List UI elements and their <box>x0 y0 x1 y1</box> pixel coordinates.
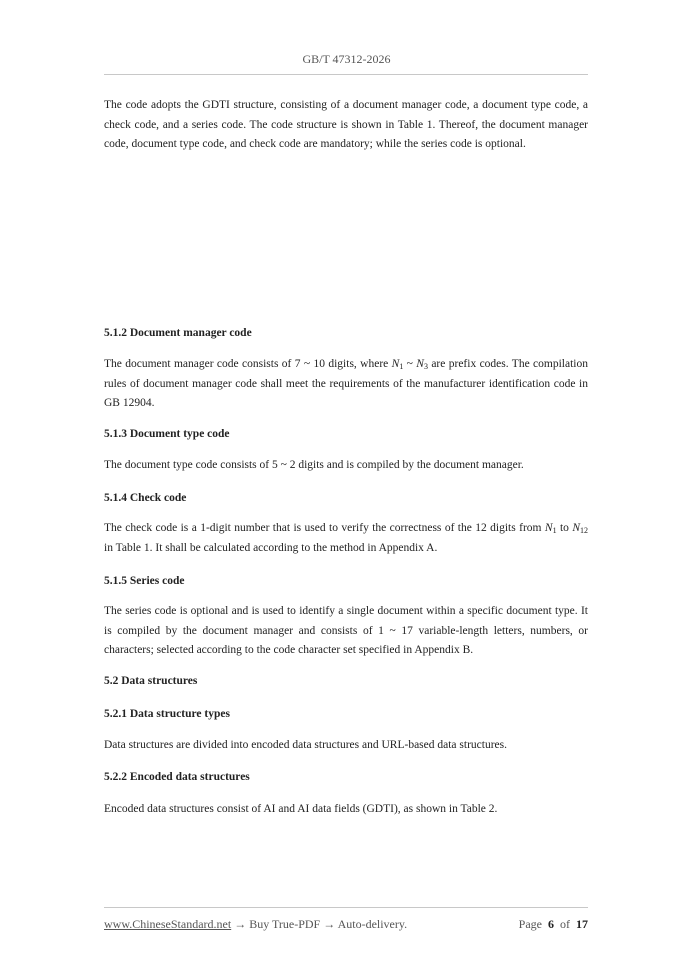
section-heading: 5.2 Data structures <box>104 675 198 687</box>
section-5-2-2 <box>104 769 588 785</box>
section-5-1-5-body <box>104 602 588 661</box>
section-heading: 5.2.2 Encoded data structures <box>104 771 250 783</box>
section-5-2-1-body <box>104 736 588 756</box>
section-5-2 <box>104 673 588 689</box>
section-heading: 5.2.1 Data structure types <box>104 708 230 720</box>
header-divider <box>104 74 588 75</box>
section-5-1-3 <box>104 426 588 442</box>
page-indicator <box>519 917 588 932</box>
section-paragraph: The document type code consists of 5 ~ 2 digits and is compiled by the document manager. <box>104 459 524 471</box>
section-5-1-2 <box>104 325 588 341</box>
variable-n: N <box>391 358 400 370</box>
section-5-1-5 <box>104 573 588 589</box>
section-heading: 5.1.5 Series code <box>104 575 185 587</box>
text-run: The document manager code consists of 7 ~ 10 digits, where <box>104 358 392 370</box>
variable-n: N <box>544 522 553 534</box>
purchase-link-text[interactable]: → Buy True-PDF → Auto-delivery. <box>231 917 408 931</box>
section-heading: 5.1.3 Document type code <box>104 428 230 440</box>
section-paragraph: The series code is optional and is used to identify a single document within a specific document type. It is compiled by the document manager and consists of 1 ~ 17 variable-length letters, numbers, or characters; selected according to the code character set specified in Appendix B. <box>104 605 588 656</box>
running-header: GB/T 47312-2026 <box>302 52 391 66</box>
intro-text: The code adopts the GDTI structure, consisting of a document manager code, a document type code, a check code, and a series code. The code structure is shown in Table 1. Thereof, the document manager code, document type code, and check code are mandatory; while the series code is optional. <box>104 99 588 150</box>
section-5-1-3-body <box>104 456 588 476</box>
page-number: 6 <box>548 917 554 931</box>
variable-n: N <box>572 522 580 534</box>
section-paragraph <box>104 519 588 558</box>
footer-divider <box>104 907 588 908</box>
section-5-2-2-body <box>104 800 588 820</box>
section-paragraph: Encoded data structures consist of AI and AI data fields (GDTI), as shown in Table 2. <box>104 803 498 815</box>
text-run: are prefix codes. The compilation rules of document manager code shall meet the requirements of the manufacturer identification code in GB 12904. <box>104 358 588 409</box>
text-run: in Table 1. It shall be calculated according to the method in Appendix A. <box>104 541 438 554</box>
variable-n: N <box>416 358 424 370</box>
text-run: ~ <box>403 358 417 370</box>
page-label: Page <box>518 917 542 931</box>
subscript: 1 <box>399 362 404 371</box>
section-5-1-4 <box>104 490 588 506</box>
site-link[interactable]: www.ChineseStandard.net <box>104 917 232 931</box>
section-5-1-2-body <box>104 355 588 414</box>
section-5-1-4-body <box>104 519 588 558</box>
text-run: The check code is a 1-digit number that is used to verify the correctness of the 12 digits from <box>104 522 545 534</box>
section-heading: 5.1.4 Check code <box>104 492 187 504</box>
subscript: 12 <box>580 526 588 535</box>
subscript: 1 <box>552 526 557 535</box>
footer-links <box>104 917 407 932</box>
subscript: 3 <box>423 362 428 371</box>
intro-paragraph <box>104 96 588 155</box>
section-5-2-1 <box>104 706 588 722</box>
of-label: of <box>560 917 570 931</box>
section-paragraph <box>104 355 588 414</box>
page-total: 17 <box>576 917 588 931</box>
section-heading: 5.1.2 Document manager code <box>104 327 252 339</box>
section-paragraph: Data structures are divided into encoded data structures and URL-based data structures. <box>104 739 507 751</box>
text-run: to <box>556 522 573 534</box>
